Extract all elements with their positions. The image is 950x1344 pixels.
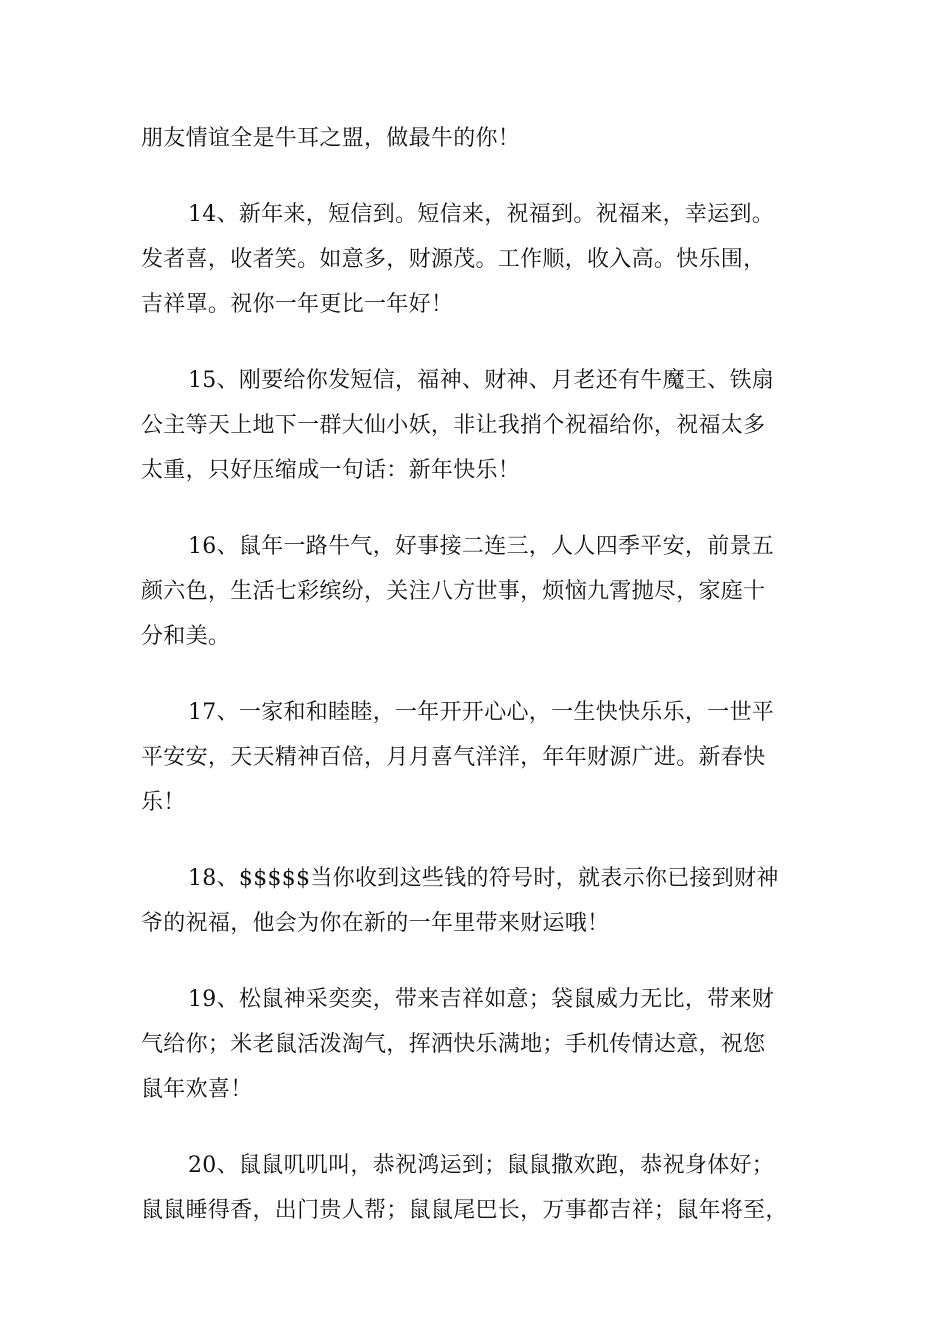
paragraph-line: 平安安，天天精神百倍，月月喜气洋洋，年年财源广进。新春快: [141, 745, 766, 770]
paragraph-20: [141, 1143, 811, 1233]
paragraph-16: [141, 524, 811, 659]
paragraph-line: 太重，只好压缩成一句话：新年快乐！: [141, 458, 521, 483]
paragraph-line: 公主等天上地下一群大仙小妖，非让我捎个祝福给你，祝福太多: [141, 413, 766, 438]
paragraph-line: 颜六色，生活七彩缤纷，关注八方世事，烦恼九霄抛尽，家庭十: [141, 579, 766, 604]
paragraph-17: [141, 690, 811, 825]
paragraph-line: 15、刚要给你发短信，福神、财神、月老还有牛魔王、铁扇: [188, 368, 775, 393]
paragraph-line: 14、新年来，短信到。短信来，祝福到。祝福来，幸运到。: [188, 202, 775, 227]
paragraph-14: [141, 192, 811, 327]
paragraph-19: [141, 977, 811, 1112]
paragraph-line: 19、松鼠神采奕奕，带来吉祥如意；袋鼠威力无比，带来财: [188, 987, 775, 1012]
paragraph-18: [141, 856, 811, 946]
paragraph-line: 发者喜，收者笑。如意多，财源茂。工作顺，收入高。快乐围，: [141, 247, 766, 272]
document-body: [141, 116, 811, 1233]
paragraph-line: 20、鼠鼠叽叽叫，恭祝鸿运到；鼠鼠撒欢跑，恭祝身体好；: [188, 1153, 775, 1178]
paragraph-line: 气给你；米老鼠活泼淘气，挥洒快乐满地；手机传情达意，祝您: [141, 1032, 766, 1057]
paragraph-line: 分和美。: [141, 624, 231, 649]
paragraph-line: 乐！: [141, 790, 186, 815]
paragraph-15: [141, 358, 811, 493]
paragraph-line: 鼠鼠睡得香，出门贵人帮；鼠鼠尾巴长，万事都吉祥；鼠年将至，: [141, 1198, 788, 1223]
paragraph-line: 爷的祝福，他会为你在新的一年里带来财运哦！: [141, 911, 610, 936]
paragraph-line: 吉祥罩。祝你一年更比一年好！: [141, 292, 454, 317]
paragraph-line: 鼠年欢喜！: [141, 1077, 253, 1102]
paragraph-line: 16、鼠年一路牛气，好事接二连三，人人四季平安，前景五: [188, 534, 775, 559]
lead-line: 朋友情谊全是牛耳之盟，做最牛的你！: [141, 126, 521, 151]
paragraph-line: 18、$$$$$当你收到这些钱的符号时，就表示你已接到财神: [188, 866, 779, 891]
paragraph-line: 17、一家和和睦睦，一年开开心心，一生快快乐乐，一世平: [188, 700, 775, 725]
